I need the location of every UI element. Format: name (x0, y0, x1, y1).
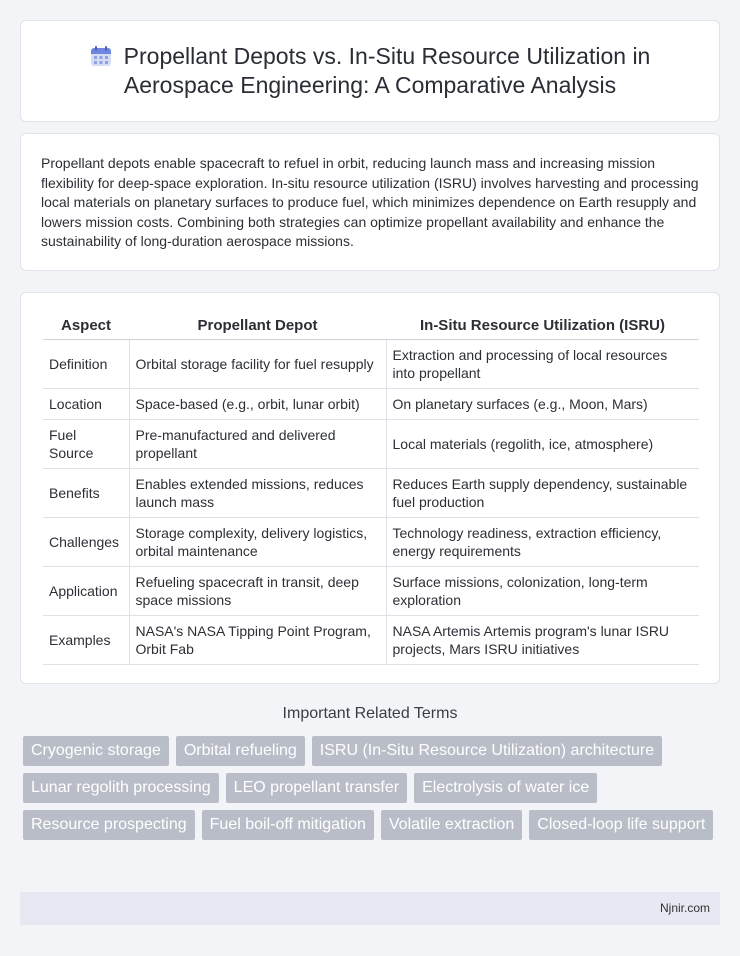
page-title (61, 42, 679, 100)
row-depot-value: NASA's NASA Tipping Point Program, Orbit Fab (129, 615, 386, 664)
related-term-tag[interactable]: Electrolysis of water ice (414, 773, 597, 803)
related-term-tag[interactable]: Volatile extraction (381, 810, 522, 840)
related-term-tag[interactable]: Closed-loop life support (529, 810, 713, 840)
row-isru-value: Extraction and processing of local resources into propellant (386, 339, 699, 388)
row-aspect: Application (43, 566, 129, 615)
table-row (43, 388, 699, 419)
row-aspect: Challenges (43, 517, 129, 566)
related-term-tag[interactable]: Resource prospecting (23, 810, 195, 840)
intro-card (20, 133, 720, 271)
table-row (43, 566, 699, 615)
row-isru-value: Reduces Earth supply dependency, sustainable fuel production (386, 468, 699, 517)
row-isru-value: Surface missions, colonization, long-term exploration (386, 566, 699, 615)
row-depot-value: Pre-manufactured and delivered propellant (129, 419, 386, 468)
footer (20, 892, 720, 925)
related-term-tag[interactable]: LEO propellant transfer (226, 773, 407, 803)
row-aspect: Definition (43, 339, 129, 388)
header-isru: In-Situ Resource Utilization (ISRU) (386, 313, 699, 339)
related-term-tag[interactable]: ISRU (In-Situ Resource Utilization) architecture (312, 736, 662, 766)
row-depot-value: Orbital storage facility for fuel resupply (129, 339, 386, 388)
row-aspect: Benefits (43, 468, 129, 517)
footer-site-name[interactable]: Njnir.com (659, 901, 710, 915)
row-aspect: Examples (43, 615, 129, 664)
row-depot-value: Refueling spacecraft in transit, deep space missions (129, 566, 386, 615)
table-row (43, 419, 699, 468)
row-isru-value: Local materials (regolith, ice, atmosphere) (386, 419, 699, 468)
row-isru-value: On planetary surfaces (e.g., Moon, Mars) (386, 388, 699, 419)
row-aspect: Fuel Source (43, 419, 129, 468)
row-depot-value: Space-based (e.g., orbit, lunar orbit) (129, 388, 386, 419)
comparison-table-card (20, 292, 720, 684)
comparison-table (43, 313, 699, 665)
related-term-tag[interactable]: Lunar regolith processing (23, 773, 219, 803)
related-term-tag[interactable]: Orbital refueling (176, 736, 305, 766)
row-aspect: Location (43, 388, 129, 419)
related-terms-heading: Important Related Terms (282, 705, 458, 722)
header-propellant-depot: Propellant Depot (129, 313, 386, 339)
related-term-tag[interactable]: Fuel boil-off mitigation (202, 810, 374, 840)
table-header-row (43, 313, 699, 339)
table-row (43, 468, 699, 517)
header-aspect: Aspect (43, 313, 129, 339)
table-row (43, 615, 699, 664)
related-term-tag[interactable]: Cryogenic storage (23, 736, 169, 766)
related-terms-list (23, 736, 723, 840)
intro-paragraph: Propellant depots enable spacecraft to refuel in orbit, reducing launch mass and increasing mission flexibility for deep-space exploration. In-situ resource utilization (ISRU) involves harvesting and processing local materials on planetary surfaces to produce fuel, which minimizes dependence on Earth resupply and lowers mission costs. Combining both strategies can optimize propellant availability and enhance the sustainability of long-duration aerospace missions. (41, 155, 699, 249)
row-isru-value: Technology readiness, extraction efficiency, energy requirements (386, 517, 699, 566)
calendar-icon (90, 45, 112, 67)
table-row (43, 517, 699, 566)
page-title-text: Propellant Depots vs. In-Situ Resource Utilization in Aerospace Engineering: A Comparative Analysis (123, 43, 651, 98)
title-card (20, 20, 720, 122)
row-isru-value: NASA Artemis Artemis program's lunar ISRU projects, Mars ISRU initiatives (386, 615, 699, 664)
table-row (43, 339, 699, 388)
row-depot-value: Storage complexity, delivery logistics, orbital maintenance (129, 517, 386, 566)
row-depot-value: Enables extended missions, reduces launch mass (129, 468, 386, 517)
